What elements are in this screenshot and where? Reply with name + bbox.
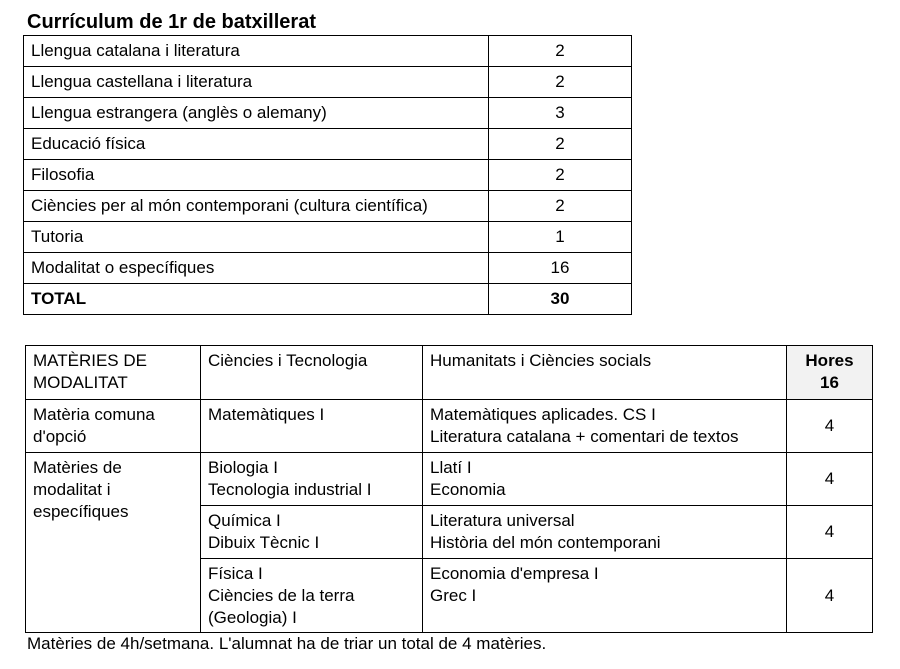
subject-line: Literatura universal <box>430 511 575 530</box>
subject-line: Economia <box>430 480 506 499</box>
subject-cell: Llengua catalana i literatura <box>24 36 489 67</box>
subject-cell: Filosofia <box>24 160 489 191</box>
header-hores-value: 16 <box>820 373 839 392</box>
humanitats-cell <box>423 559 787 633</box>
subject-line: Ciències de la terra (Geologia) I <box>208 586 355 627</box>
header-hores-label: Hores <box>805 351 854 370</box>
modalitat-table <box>25 345 873 633</box>
total-row <box>24 284 632 315</box>
subject-line: Economia d'empresa I <box>430 564 599 583</box>
hours-cell: 2 <box>489 129 632 160</box>
footnote: Matèries de 4h/setmana. L'alumnat ha de triar un total de 4 matèries. <box>27 634 547 653</box>
header-humanitats: Humanitats i Ciències socials <box>423 346 787 400</box>
table-row <box>24 253 632 284</box>
table-row <box>24 160 632 191</box>
table-row <box>24 222 632 253</box>
hours-cell: 1 <box>489 222 632 253</box>
hours-cell: 4 <box>787 506 873 559</box>
header-modalitat: MATÈRIES DE MODALITAT <box>26 346 201 400</box>
ciencies-cell <box>201 453 423 506</box>
table-row <box>24 191 632 222</box>
subject-cell: Llengua estrangera (anglès o alemany) <box>24 98 489 129</box>
table-row <box>26 400 873 453</box>
table-row <box>24 98 632 129</box>
subject-line: Biologia I <box>208 458 278 477</box>
humanitats-cell <box>423 506 787 559</box>
humanitats-cell <box>423 400 787 453</box>
hours-cell: 2 <box>489 160 632 191</box>
hours-cell: 4 <box>787 453 873 506</box>
subject-line: Matemàtiques I <box>208 405 325 424</box>
hours-cell: 16 <box>489 253 632 284</box>
subject-cell: Llengua castellana i literatura <box>24 67 489 98</box>
hours-cell: 2 <box>489 36 632 67</box>
subject-cell: Tutoria <box>24 222 489 253</box>
subject-cell: Ciències per al món contemporani (cultura científica) <box>24 191 489 222</box>
hours-cell: 3 <box>489 98 632 129</box>
header-ciencies: Ciències i Tecnologia <box>201 346 423 400</box>
table-row <box>26 453 873 506</box>
subject-line: Física I <box>208 564 263 583</box>
hours-cell: 4 <box>787 400 873 453</box>
hours-cell: 2 <box>489 67 632 98</box>
subject-line: Història del món contemporani <box>430 533 661 552</box>
page-title: Currículum de 1r de batxillerat <box>27 11 316 33</box>
curriculum-table <box>23 35 632 315</box>
ciencies-cell <box>201 559 423 633</box>
ciencies-cell <box>201 506 423 559</box>
total-label: TOTAL <box>24 284 489 315</box>
header-hores <box>787 346 873 400</box>
subject-line: Matemàtiques aplicades. CS I <box>430 405 656 424</box>
ciencies-cell <box>201 400 423 453</box>
subject-line: Dibuix Tècnic I <box>208 533 320 552</box>
subject-cell: Modalitat o específiques <box>24 253 489 284</box>
table-row <box>24 129 632 160</box>
table-row <box>24 67 632 98</box>
subject-line: Llatí I <box>430 458 472 477</box>
group-label: Matèria comuna d'opció <box>26 400 201 453</box>
group-label: Matèries de modalitat i específiques <box>26 453 201 633</box>
subject-line: Grec I <box>430 586 477 605</box>
subject-line: Tecnologia industrial I <box>208 480 372 499</box>
table-row <box>24 36 632 67</box>
hours-cell: 4 <box>787 559 873 633</box>
humanitats-cell <box>423 453 787 506</box>
header-row <box>26 346 873 400</box>
hours-cell: 2 <box>489 191 632 222</box>
total-hours: 30 <box>489 284 632 315</box>
subject-line: Literatura catalana + comentari de textos <box>430 427 739 446</box>
subject-cell: Educació física <box>24 129 489 160</box>
subject-line: Química I <box>208 511 281 530</box>
